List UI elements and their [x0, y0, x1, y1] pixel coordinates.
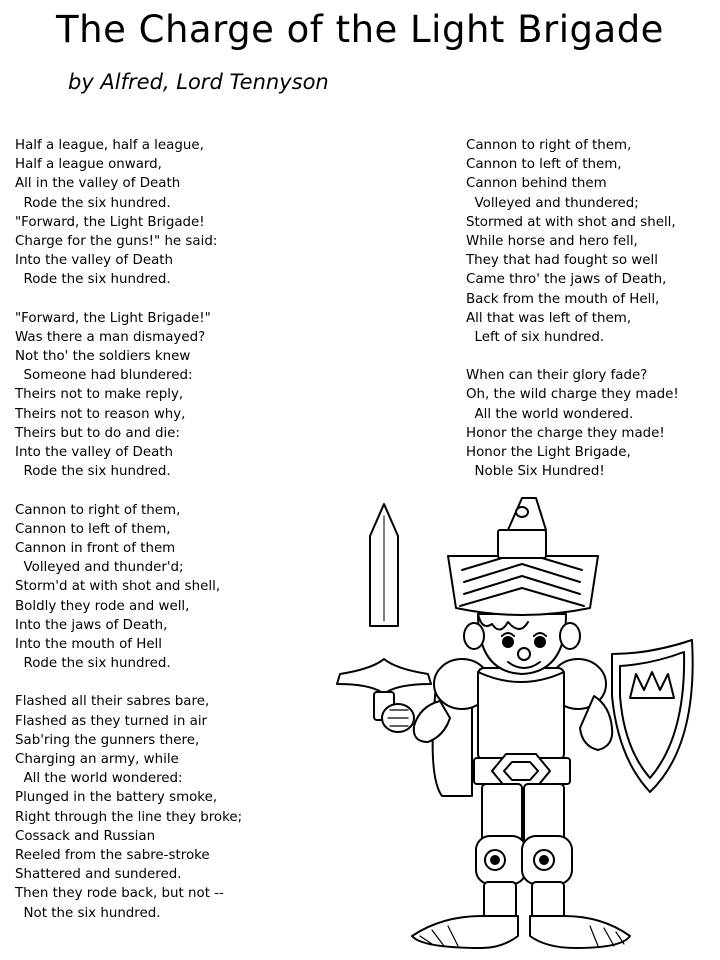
poem-line: Flashed as they turned in air: [15, 713, 208, 729]
knight-coloring-icon: [332, 496, 708, 952]
poem-line: Volleyed and thunder'd;: [15, 560, 184, 576]
left-foot-icon: [412, 916, 518, 948]
poem-line: Cannon to left of them,: [15, 521, 171, 537]
crown-icon: [630, 672, 674, 698]
poem-line: Flashed all their sabres bare,: [15, 694, 210, 710]
poem-line: Reeled from the sabre-stroke: [15, 847, 210, 863]
poem-line: Honor the Light Brigade,: [466, 445, 631, 460]
poem-author: by Alfred, Lord Tennyson: [68, 70, 329, 94]
poem-line: Volleyed and thundered;: [466, 195, 639, 211]
poem-line: Honor the charge they made!: [466, 425, 665, 441]
right-foot-icon: [530, 916, 630, 948]
poem-line: Into the mouth of Hell: [15, 636, 162, 652]
poem-line: Someone had blundered:: [15, 368, 193, 384]
poem-line: Charging an army, while: [15, 752, 179, 767]
poem-line: Rode the six hundred.: [15, 656, 171, 672]
poem-line: All that was left of them,: [466, 310, 632, 326]
poem-line: Then they rode back, but not --: [15, 886, 224, 902]
poem-line: Shattered and sundered.: [15, 867, 182, 883]
poem-line: Into the valley of Death: [15, 253, 174, 269]
poem-line: Sab'ring the gunners there,: [15, 732, 200, 748]
poem-line: Boldly they rode and well,: [15, 598, 190, 614]
poem-line: When can their glory fade?: [466, 368, 648, 384]
poem-line: Not the six hundred.: [15, 905, 161, 921]
poem-stanza: [15, 501, 315, 674]
poem-line: They that had fought so well: [466, 253, 658, 269]
poem-line: Was there a man dismayed?: [15, 329, 206, 345]
poem-stanza: [466, 136, 716, 347]
poem-title: The Charge of the Light Brigade: [56, 8, 664, 51]
poem-line: Into the valley of Death: [15, 445, 174, 460]
sword-crossguard-icon: [337, 659, 431, 694]
poem-line: While horse and hero fell,: [466, 233, 638, 249]
poem-line: Charge for the guns!" he said:: [15, 233, 218, 249]
poem-line: All the world wondered.: [466, 406, 634, 422]
poem-line: Into the jaws of Death,: [15, 617, 168, 633]
poem-line: Theirs but to do and die:: [15, 425, 180, 441]
poem-line: "Forward, the Light Brigade!": [15, 310, 211, 326]
poem-left-column: [15, 136, 315, 942]
poem-line: Cossack and Russian: [15, 828, 156, 844]
poem-stanza: [15, 136, 315, 290]
poem-line: Theirs not to reason why,: [15, 406, 186, 422]
poem-line: Rode the six hundred.: [15, 195, 171, 211]
poem-right-column: [466, 136, 716, 501]
poem-line: Cannon to right of them,: [466, 138, 632, 153]
poem-line: Came thro' the jaws of Death,: [466, 272, 667, 288]
poem-line: Cannon to left of them,: [466, 157, 622, 173]
face-icon: [478, 614, 566, 674]
poem-line: Half a league onward,: [15, 157, 162, 173]
poem-line: Cannon behind them: [466, 176, 607, 192]
poem-line: All in the valley of Death: [15, 176, 181, 192]
poem-line: Noble Six Hundred!: [466, 464, 605, 480]
poem-line: Cannon to right of them,: [15, 502, 181, 518]
poem-line: Stormed at with shot and shell,: [466, 214, 676, 230]
poem-line: Half a league, half a league,: [15, 138, 204, 153]
poem-line: Theirs not to make reply,: [15, 387, 184, 403]
poem-line: Not tho' the soldiers knew: [15, 349, 191, 365]
poem-line: Left of six hundred.: [466, 329, 605, 345]
poem-line: Oh, the wild charge they made!: [466, 387, 679, 403]
poem-line: Cannon in front of them: [15, 540, 176, 556]
poem-line: Rode the six hundred.: [15, 464, 171, 480]
poem-line: Right through the line they broke;: [15, 809, 243, 825]
poem-line: Back from the mouth of Hell,: [466, 291, 660, 307]
poem-line: All the world wondered:: [15, 771, 183, 787]
poem-line: "Forward, the Light Brigade!: [15, 214, 205, 230]
poem-line: Plunged in the battery smoke,: [15, 790, 218, 806]
poem-stanza: [15, 309, 315, 482]
poem-line: Storm'd at with shot and shell,: [15, 579, 221, 595]
poem-stanza: [466, 366, 716, 481]
poem-stanza: [15, 692, 315, 922]
poem-line: Rode the six hundred.: [15, 272, 171, 288]
